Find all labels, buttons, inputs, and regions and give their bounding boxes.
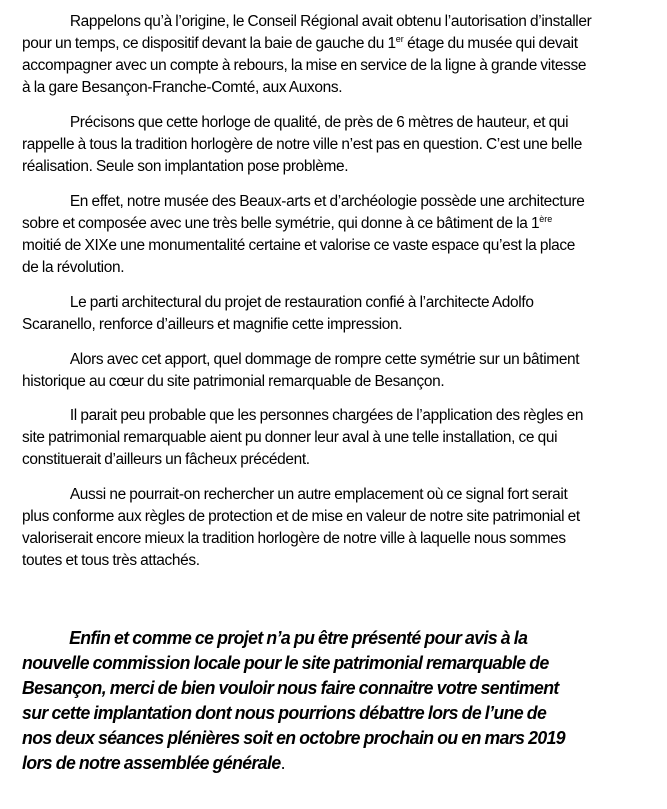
paragraph-line: Il parait peu probable que les personnes chargées de l’application des règles en (69, 407, 584, 424)
paragraph-line: accompagner avec un compte à rebours, la mise en service de la ligne à grande vitesse (22, 57, 587, 74)
closing-line: Enfin et comme ce projet n’a pu être présenté pour avis à la (69, 628, 528, 648)
paragraph-origin (22, 11, 652, 99)
paragraph-line (22, 213, 650, 235)
paragraph-line: plus conforme aux règles de protection et de mise en valeur de notre site patrimonial et (22, 508, 580, 525)
paragraph-line: rappelle à tous la tradition horlogère de notre ville n’est pas en question. C’est une belle (22, 136, 582, 153)
paragraph-line: constituerait d’ailleurs un fâcheux précédent. (22, 451, 310, 468)
closing-line (22, 751, 650, 776)
line-text: étage du musée qui devait (403, 35, 578, 52)
ordinal-superscript: er (395, 34, 404, 44)
paragraph-line: toutes et tous très attachés. (22, 552, 200, 569)
closing-line: nouvelle commission locale pour le site patrimonial remarquable de (22, 653, 549, 673)
paragraph-museum-architecture (22, 191, 652, 279)
paragraph-line: Rappelons qu’à l’origine, le Conseil Régional avait obtenu l’autorisation d’installer (69, 13, 592, 30)
paragraph-line: réalisation. Seule son implantation pose problème. (22, 158, 349, 175)
paragraph-line: En effet, notre musée des Beaux-arts et d’archéologie possède une architecture (69, 193, 585, 210)
closing-line: nos deux séances plénières soit en octobre prochain ou en mars 2019 (22, 728, 566, 748)
paragraph-symmetry (22, 349, 652, 393)
paragraph-rules (22, 405, 652, 471)
line-text: sobre et composée avec une très belle symétrie, qui donne à ce bâtiment de la 1 (22, 215, 540, 232)
line-text: pour un temps, ce dispositif devant la baie de gauche du 1 (22, 35, 396, 52)
paragraph-alternative-location (22, 484, 652, 572)
paragraph-line (22, 33, 650, 55)
paragraph-line: Scaranello, renforce d’ailleurs et magnifie cette impression. (22, 316, 403, 333)
closing-line: sur cette implantation dont nous pourrions débattre lors de l’une de (22, 703, 547, 723)
paragraph-line: Le parti architectural du projet de restauration confié à l’architecte Adolfo (69, 294, 534, 311)
paragraph-line: historique au cœur du site patrimonial remarquable de Besançon. (22, 373, 445, 390)
paragraph-line: site patrimonial remarquable aient pu donner leur aval à une telle installation, ce qui (22, 429, 558, 446)
paragraph-line: Précisons que cette horloge de qualité, de près de 6 mètres de hauteur, et qui (69, 114, 569, 131)
paragraph-line: Aussi ne pourrait-on rechercher un autre emplacement où ce signal fort serait (69, 486, 568, 503)
paragraph-line: de la révolution. (22, 259, 125, 276)
paragraph-restoration-project (22, 292, 652, 336)
paragraph-line: à la gare Besançon-Franche-Comté, aux Auxons. (22, 79, 343, 96)
paragraph-line: valoriserait encore mieux la tradition horlogère de notre ville à laquelle nous sommes (22, 530, 566, 547)
ordinal-superscript: ère (539, 214, 553, 224)
paragraph-clock-quality (22, 112, 652, 178)
line-text: lors de notre assemblée générale (22, 753, 281, 773)
paragraph-line: Alors avec cet apport, quel dommage de rompre cette symétrie sur un bâtiment (69, 351, 580, 368)
paragraph-line: moitié de XIXe une monumentalité certaine et valorise ce vaste espace qu’est la place (22, 237, 576, 254)
closing-request-paragraph (22, 626, 662, 776)
final-period: . (280, 753, 285, 773)
closing-line: Besançon, merci de bien vouloir nous faire connaitre votre sentiment (22, 678, 559, 698)
